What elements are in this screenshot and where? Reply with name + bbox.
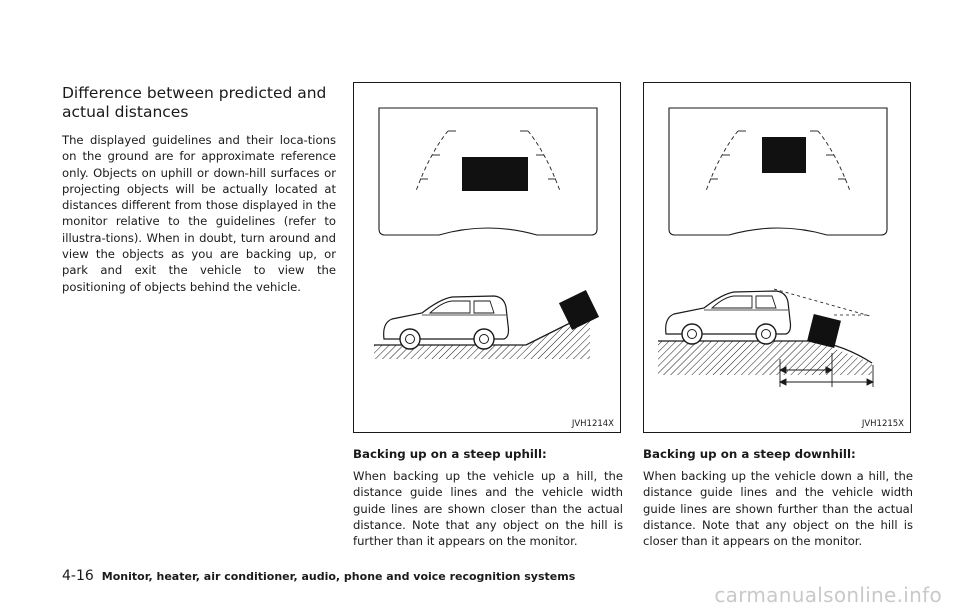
downhill-ground (658, 341, 872, 375)
object-on-monitor (762, 137, 806, 173)
guide-line-right (528, 131, 560, 191)
figure-code: JVH1215X (861, 419, 904, 429)
caption-downhill (643, 446, 913, 549)
caption-text: When backing up the vehicle down a hill, the distance guide lines and the vehicle width guide lines are shown further than the actual distance. Note that any object on the hill is closer than it appears on the monitor. (643, 469, 913, 549)
suv-vehicle (384, 296, 509, 349)
section-heading-line2: actual distances (62, 103, 189, 121)
guide-line-left (706, 131, 738, 191)
section-heading-line1: Difference between predicted and (62, 84, 327, 102)
page-footer (62, 568, 575, 584)
intro-section (62, 84, 336, 295)
caption-uphill (353, 446, 623, 549)
watermark: carmanualsonline.info (714, 583, 942, 607)
figure-code: JVH1214X (571, 419, 614, 429)
figure-uphill (353, 82, 621, 433)
footer-section-title: Monitor, heater, air conditioner, audio, phone and voice recognition systems (101, 570, 576, 583)
object-on-slope (559, 290, 599, 330)
section-body: The displayed guidelines and their loca-tions on the ground are for approximate reference only. Objects on uphill or down-hill surfaces or projecting objects will be actually located at distances different from those displayed in the monitor relative to the guidelines (refer to illustra-tions). When in doubt, turn around and view the objects as you are backing up, or park and exit the vehicle to view the positioning of objects behind the vehicle. (62, 133, 336, 294)
object-on-monitor (462, 157, 528, 191)
suv-vehicle (666, 291, 791, 344)
caption-text: When backing up the vehicle up a hill, the distance guide lines and the vehicle width guide lines are shown closer than the actual distance. Note that any object on the hill is further than it appears on the monitor. (353, 469, 623, 549)
figure-downhill (643, 82, 911, 433)
caption-title: Backing up on a steep downhill: (643, 447, 856, 461)
section-heading (62, 84, 336, 122)
guide-line-left (416, 131, 448, 191)
page-number: 4-16 (62, 568, 94, 584)
guide-line-right (818, 131, 850, 191)
downhill-illustration (644, 83, 912, 434)
caption-title: Backing up on a steep uphill: (353, 447, 547, 461)
uphill-illustration (354, 83, 622, 434)
